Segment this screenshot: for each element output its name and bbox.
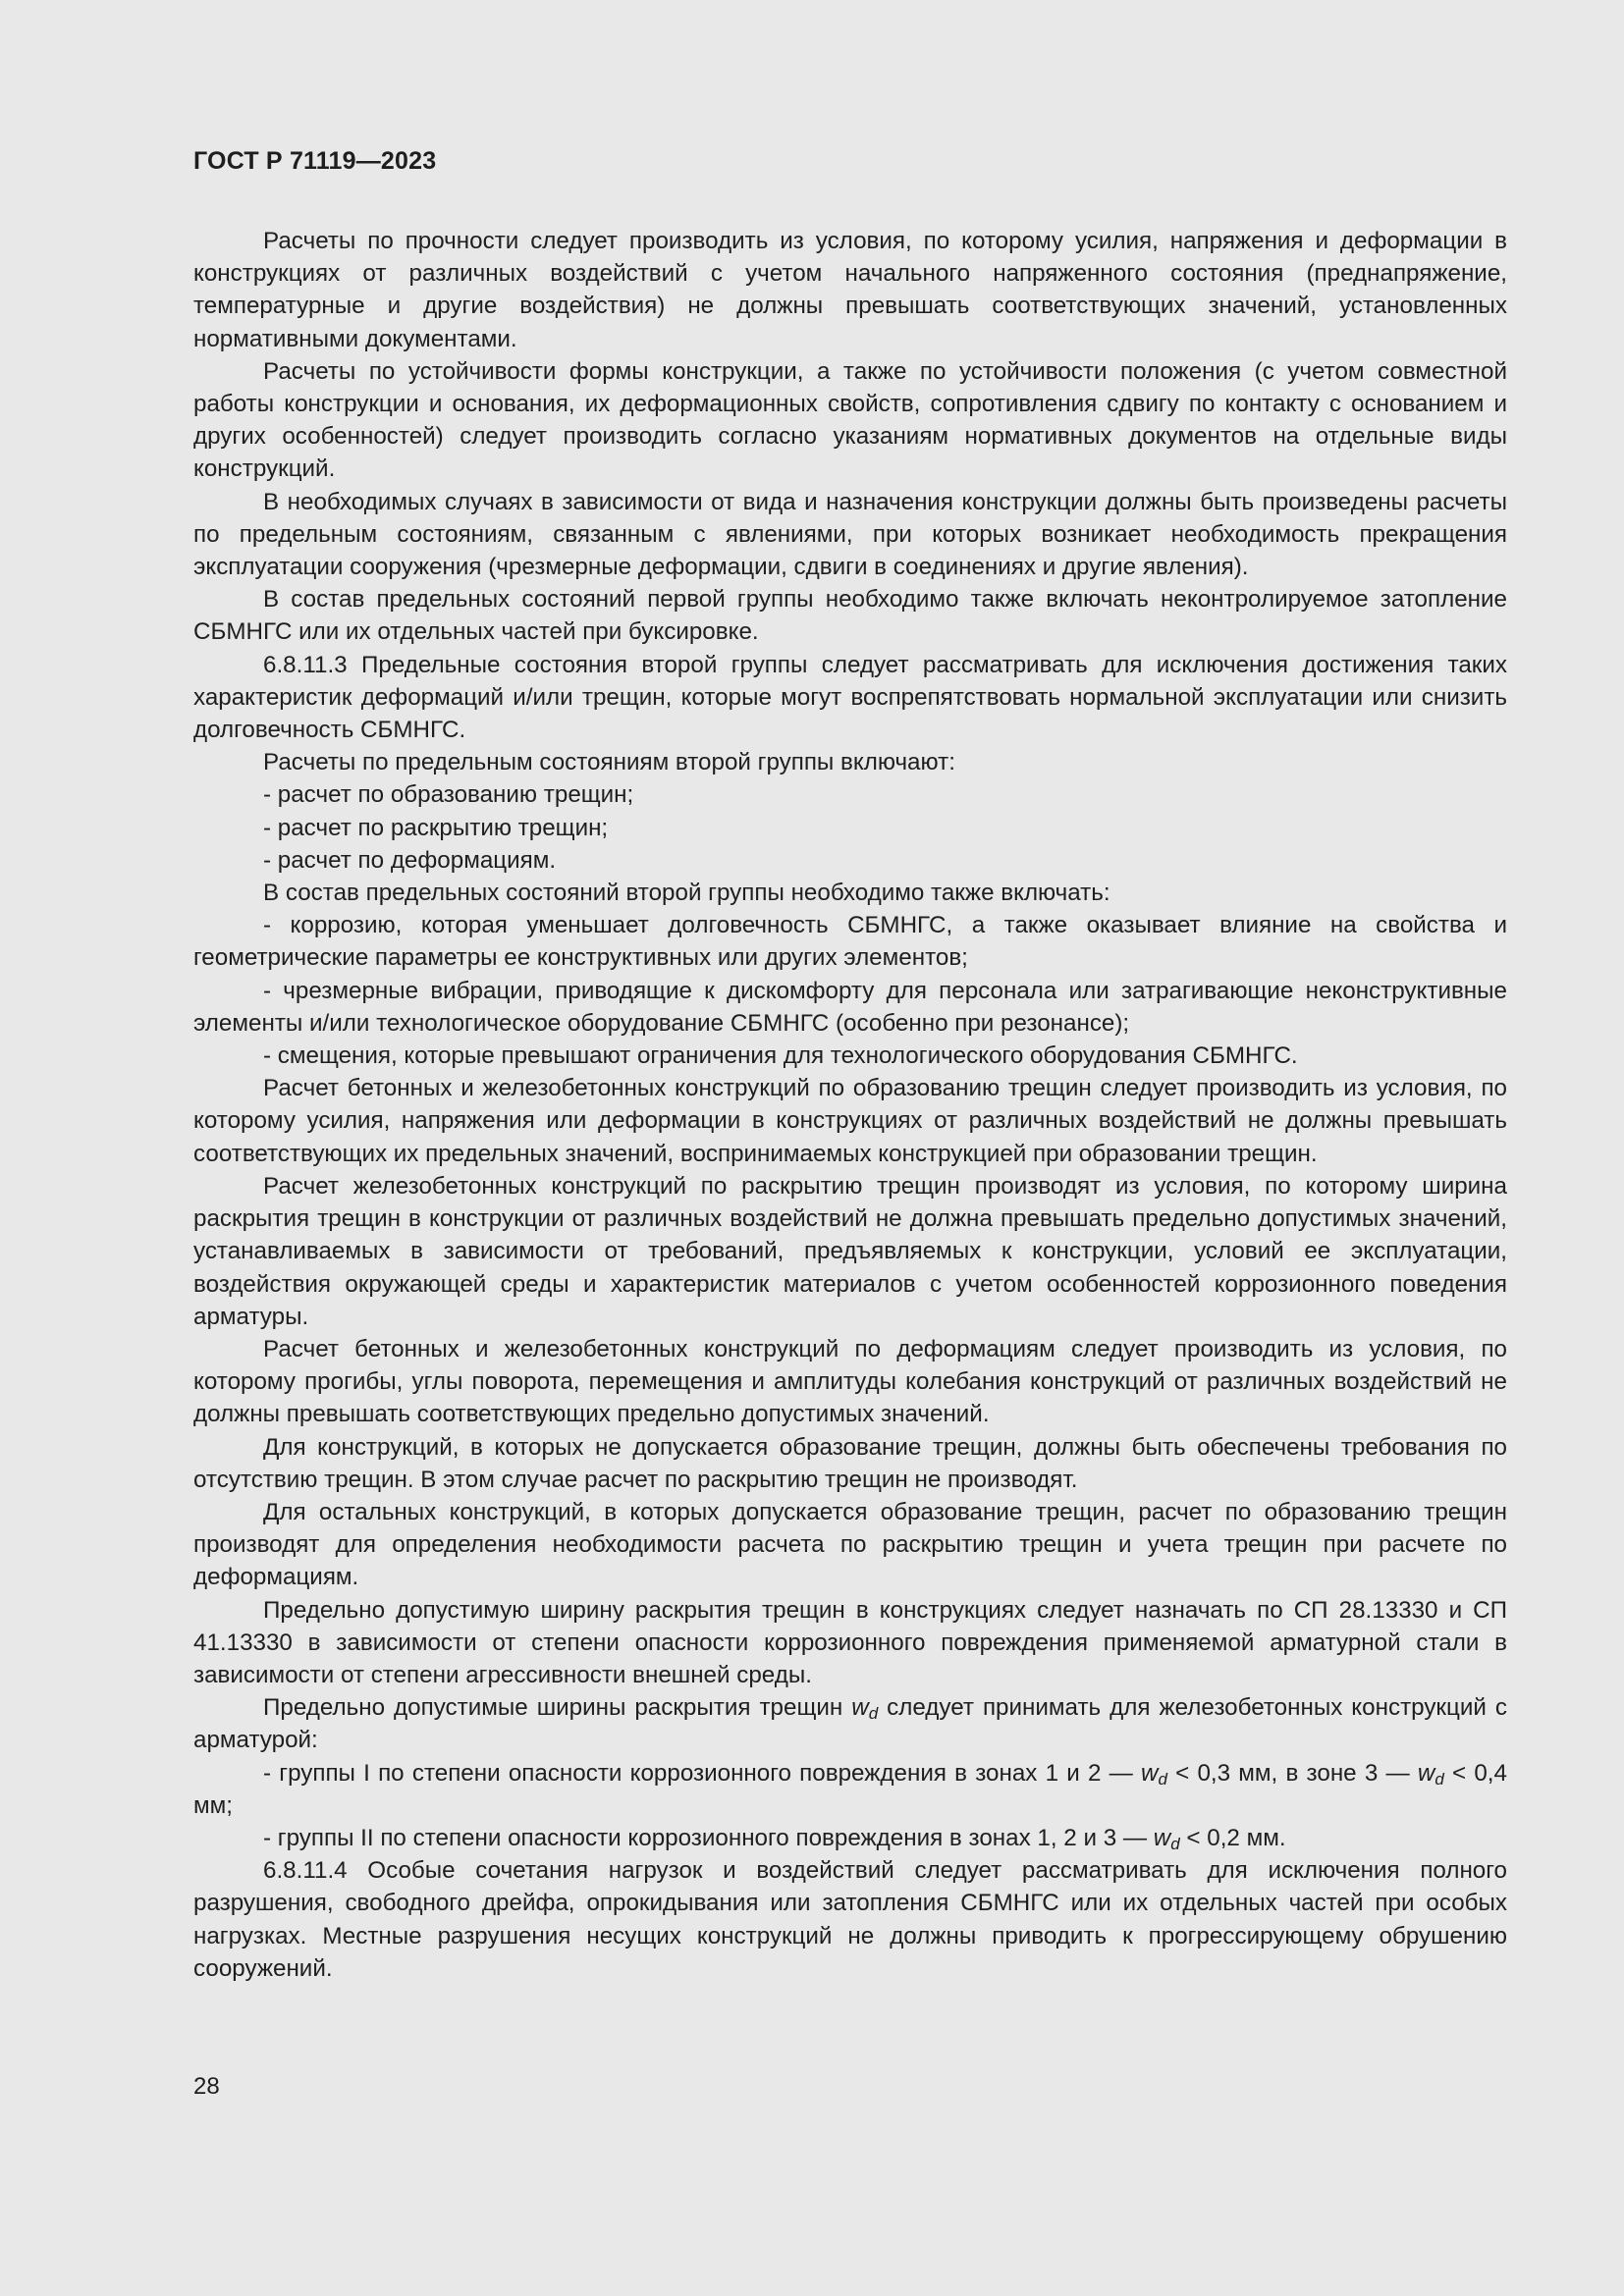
text-segment: Предельно допустимые ширины раскрытия трещин: [263, 1694, 852, 1722]
paragraph: В состав предельных состояний второй группы необходимо также включать:: [263, 880, 1110, 907]
text-segment: < 0,2 мм.: [1179, 1824, 1286, 1851]
page-number: 28: [193, 2073, 220, 2100]
text-segment: - группы II по степени опасности коррозионного повреждения в зонах 1, 2 и 3 —: [263, 1824, 1154, 1851]
symbol-wd: [851, 1694, 879, 1724]
list-item: - коррозию, которая уменьшает долговечность СБМНГС, а также оказывает влияние на свойства и геометрические параметры ее конструктивных или других элементов;: [193, 912, 1507, 972]
list-item-group-2: [193, 1822, 1507, 1854]
symbol-wd: [1418, 1760, 1444, 1787]
list-item: - расчет по раскрытию трещин;: [263, 814, 609, 841]
symbol-base: w: [1141, 1759, 1159, 1787]
text-segment: < 0,3 мм, в зоне 3 —: [1166, 1759, 1418, 1787]
paragraph: Расчеты по прочности следует производить из условия, по которому усилия, напряжения и деформации в конструкциях от различных воздействий с учетом начального напряженного состояния (преднапряжение, температурные и другие воздействия) не должны превышать соответствующих значений, установленных нормативными документами.: [193, 228, 1507, 352]
paragraph: Расчеты по устойчивости формы конструкции, а также по устойчивости положения (с учетом совместной работы конструкции и основания, их деформационных свойств, сопротивления сдвигу по контакту с основанием и других особенностей) следует производить согласно указаниям нормативных документов на отдельные виды конструкций.: [193, 357, 1507, 483]
list-item: - расчет по деформациям.: [263, 846, 557, 874]
paragraph: Расчет бетонных и железобетонных конструкций по деформациям следует производить из условия, по которому прогибы, углы поворота, перемещения и амплитуды колебания конструкций от различных воздействий не должны превышать соответствующих предельно допустимых значений.: [193, 1335, 1507, 1428]
paragraph: В необходимых случаях в зависимости от вида и назначения конструкции должны быть произведены расчеты по предельным состояниям, связанным с явлениями, при которых возникает необходимость прекращения эксплуатации сооружения (чрезмерные деформации, сдвиги в соединениях и другие явления).: [193, 488, 1507, 581]
paragraph: В состав предельных состояний первой группы необходимо также включать неконтролируемое затопление СБМНГС или их отдельных частей при буксировке.: [193, 586, 1507, 646]
paragraph: Для остальных конструкций, в которых допускается образование трещин, расчет по образованию трещин производят для определения необходимости расчета по раскрытию трещин и учета трещин при расчете по деформациям.: [193, 1498, 1507, 1591]
symbol-sub: d: [1158, 1769, 1167, 1789]
clause-6-8-11-4: 6.8.11.4 Особые сочетания нагрузок и воздействий следует рассматривать для исключения полного разрушения, свободного дрейфа, опрокидывания или затопления СБМНГС или их отдельных частей при особых нагрузках. Местные разрушения несущих конструкций не должны приводить к прогрессирующему обрушению сооружений.: [193, 1857, 1507, 1982]
document-header: ГОСТ Р 71119—2023: [193, 147, 437, 175]
crack-width-paragraph: [193, 1691, 1507, 1756]
paragraph: Для конструкций, в которых не допускается образование трещин, должны быть обеспечены требования по отсутствию трещин. В этом случае расчет по раскрытию трещин не производят.: [193, 1433, 1507, 1493]
text-segment: - группы I по степени опасности коррозионного повреждения в зонах 1 и 2 —: [263, 1759, 1142, 1787]
paragraph: Расчет бетонных и железобетонных конструкций по образованию трещин следует производить из условия, по которому усилия, напряжения или деформации в конструкциях от различных воздействий не должны превышать соответствующих их предельных значений, воспринимаемых конструкцией при образовании трещин.: [193, 1075, 1507, 1167]
symbol-sub: d: [868, 1704, 879, 1724]
list-item-group-1: [193, 1757, 1507, 1822]
paragraph: Расчеты по предельным состояниям второй группы включают:: [263, 749, 955, 776]
symbol-sub: d: [1170, 1834, 1180, 1853]
paragraph: Предельно допустимую ширину раскрытия трещин в конструкциях следует назначать по СП 28.13330 и СП 41.13330 в зависимости от степени опасности коррозионного повреждения применяемой арматурной стали в зависимости от степени агрессивности внешней среды.: [193, 1596, 1507, 1688]
list-item: - чрезмерные вибрации, приводящие к дискомфорту для персонала или затрагивающие неконструктивные элементы и/или технологическое оборудование СБМНГС (особенно при резонансе);: [193, 977, 1507, 1037]
text-segment: следует принимать для железобетонных конструкций с арматурой:: [193, 1694, 1507, 1754]
symbol-sub: d: [1435, 1769, 1444, 1789]
symbol-wd: [1141, 1760, 1167, 1787]
symbol-base: w: [851, 1694, 869, 1722]
text-segment: < 0,4 мм;: [193, 1759, 1507, 1819]
body-text: [193, 225, 1507, 1985]
list-item: - расчет по образованию трещин;: [263, 781, 634, 809]
symbol-base: w: [1153, 1824, 1171, 1851]
paragraph: Расчет железобетонных конструкций по раскрытию трещин производят из условия, по которому ширина раскрытия трещин в конструкции от различных воздействий не должна превышать предельно допустимых значений, устанавливаемых в зависимости от требований, предъявляемых к конструкции, условий ее эксплуатации, воздействия окружающей среды и характеристик материалов с учетом особенностей коррозионного поведения арматуры.: [193, 1172, 1507, 1330]
list-item: - смещения, которые превышают ограничения для технологического оборудования СБМНГС.: [263, 1042, 1298, 1070]
clause-6-8-11-3: 6.8.11.3 Предельные состояния второй группы следует рассматривать для исключения достижения таких характеристик деформаций и/или трещин, которые могут воспрепятствовать нормальной эксплуатации или снизить долговечность СБМНГС.: [193, 651, 1507, 744]
symbol-wd: [1154, 1825, 1180, 1851]
symbol-base: w: [1417, 1759, 1435, 1787]
